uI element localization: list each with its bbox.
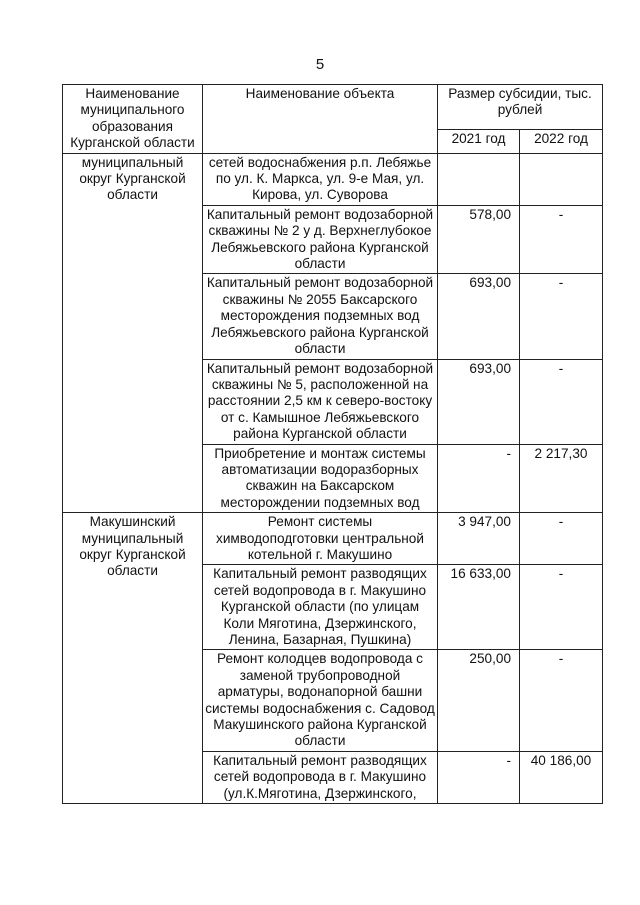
value-2021-cell: - — [438, 751, 520, 803]
value-2021-cell: 693,00 — [438, 274, 520, 359]
object-cell: сетей водоснабжения р.п. Лебяжье по ул. К. Маркса, ул. 9-е Мая, ул. Кирова, ул. Суворова — [203, 153, 438, 205]
header-year-2022: 2022 год — [520, 129, 603, 153]
object-cell: Ремонт системы химводоподготовки центральной котельной г. Макушино — [203, 513, 438, 565]
table-row — [63, 513, 603, 565]
header-subsidy: Размер субсидии, тыс. рублей — [438, 85, 603, 130]
municipality-cell: Макушинский муниципальный округ Курганской области — [63, 513, 203, 804]
subsidy-table — [62, 84, 603, 804]
object-cell: Капитальный ремонт водозаборной скважины № 2 у д. Верхнеглубокое Лебяжьевского района Курганской области — [203, 205, 438, 274]
header-year-2021: 2021 год — [438, 129, 520, 153]
object-cell: Капитальный ремонт водозаборной скважины № 2055 Баксарского месторождения подземных вод Лебяжьевского района Курганской области — [203, 274, 438, 359]
value-2022-cell: - — [520, 274, 603, 359]
value-2022-cell: 40 186,00 — [520, 751, 603, 803]
object-cell: Капитальный ремонт разводящих сетей водопровода в г. Макушино (ул.К.Мяготина, Дзержинского, — [203, 751, 438, 803]
value-2021-cell: - — [438, 444, 520, 513]
table-row — [63, 153, 603, 205]
value-2021-cell — [438, 153, 520, 205]
value-2021-cell: 578,00 — [438, 205, 520, 274]
value-2021-cell: 16 633,00 — [438, 565, 520, 650]
value-2022-cell: - — [520, 565, 603, 650]
object-cell: Ремонт колодцев водопровода с заменой трубопроводной арматуры, водонапорной башни системы водоснабжения с. Садовод Макушинского района Курганской области — [203, 650, 438, 751]
municipality-cell: муниципальный округ Курганской области — [63, 153, 203, 513]
value-2022-cell: - — [520, 359, 603, 444]
value-2021-cell: 250,00 — [438, 650, 520, 751]
value-2021-cell: 3 947,00 — [438, 513, 520, 565]
value-2022-cell: - — [520, 513, 603, 565]
object-cell: Приобретение и монтаж системы автоматизации водоразборных скважин на Баксарском месторождении подземных вод — [203, 444, 438, 513]
value-2022-cell: - — [520, 650, 603, 751]
page-number: 5 — [315, 56, 325, 73]
object-cell: Капитальный ремонт разводящих сетей водопровода в г. Макушино Курганской области (по улицам Коли Мяготина, Дзержинского, Ленина, Базарная, Пушкина) — [203, 565, 438, 650]
object-cell: Капитальный ремонт водозаборной скважины № 5, расположенной на расстоянии 2,5 км к северо-востоку от с. Камышное Лебяжьевского района Курганской области — [203, 359, 438, 444]
header-municipality: Наименование муниципального образования Курганской области — [63, 85, 203, 154]
value-2022-cell: 2 217,30 — [520, 444, 603, 513]
value-2022-cell: - — [520, 205, 603, 274]
value-2022-cell — [520, 153, 603, 205]
header-object: Наименование объекта — [203, 85, 438, 154]
value-2021-cell: 693,00 — [438, 359, 520, 444]
